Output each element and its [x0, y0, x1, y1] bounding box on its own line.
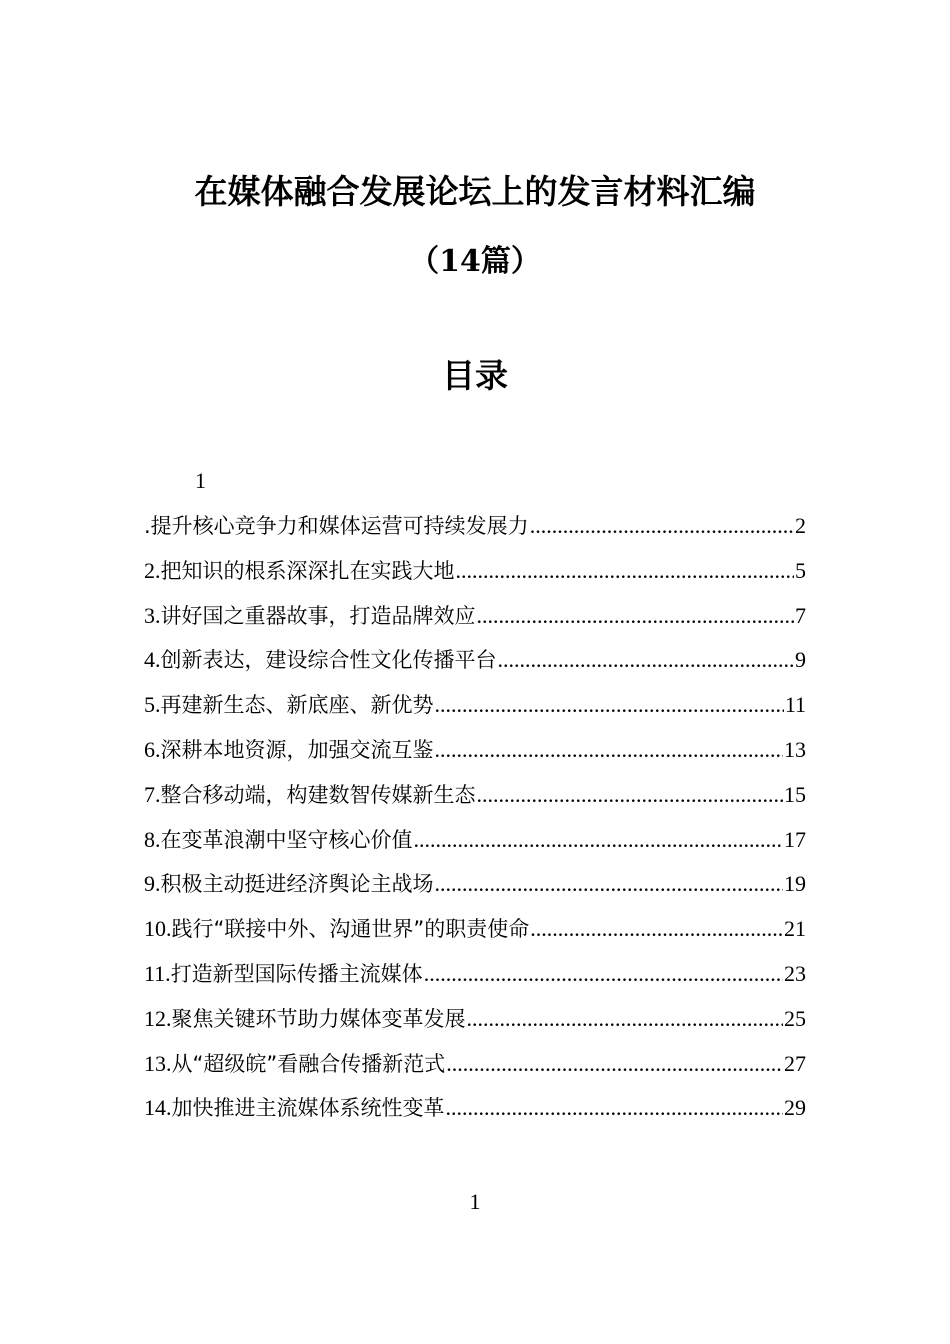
toc-entry[interactable] — [144, 683, 806, 728]
toc-entry-number: 14. — [144, 1095, 172, 1121]
toc-dot-leader — [530, 504, 794, 549]
toc-entry-page: 13 — [784, 736, 806, 762]
toc-entry-page: 21 — [784, 916, 806, 942]
toc-entry-title: 再建新生态、新底座、新优势 — [160, 693, 434, 718]
page-number: 1 — [469, 1189, 481, 1214]
toc-entry[interactable] — [144, 1086, 806, 1131]
document-title: 在媒体融合发展论坛上的发言材料汇编 — [194, 172, 756, 211]
toc-entry[interactable] — [144, 862, 806, 907]
toc-entry-page: 25 — [784, 1005, 806, 1031]
toc-entry-number: 7. — [144, 781, 161, 807]
toc-entry-page: 27 — [784, 1050, 806, 1076]
toc-dot-leader — [477, 773, 784, 818]
toc-entry-title: 在变革浪潮中坚守核心价值 — [160, 827, 413, 852]
toc-entry-number: 4. — [144, 647, 161, 673]
toc-entry-title: 积极主动挺进经济舆论主战场 — [160, 872, 434, 897]
toc-entry[interactable] — [144, 773, 806, 818]
toc-entry[interactable] — [144, 907, 806, 952]
toc-entry[interactable] — [144, 1042, 806, 1087]
toc-entry-title: .提升核心竞争力和媒体运营可持续发展力 — [144, 514, 529, 538]
toc-entry-title: 践行“联接中外、沟通世界”的职责使命 — [171, 917, 530, 942]
toc-entry-page: 15 — [784, 781, 806, 807]
toc-entry-title: 把知识的根系深深扎在实践大地 — [160, 558, 455, 583]
toc-entry-page: 19 — [784, 871, 806, 897]
toc-entry[interactable] — [144, 997, 806, 1042]
toc-entry[interactable] — [144, 504, 806, 549]
toc-entry-title: 深耕本地资源，加强交流互鉴 — [160, 737, 434, 762]
table-of-contents — [144, 504, 806, 1131]
toc-dot-leader — [446, 1086, 784, 1131]
toc-dot-leader — [530, 907, 783, 952]
toc-entry-title: 聚焦关键环节助力媒体变革发展 — [171, 1006, 466, 1031]
toc-entry-title: 从“超级皖”看融合传播新范式 — [171, 1051, 446, 1076]
toc-heading: 目录 — [442, 356, 508, 395]
toc-dot-leader — [467, 997, 784, 1042]
toc-dot-leader — [477, 594, 795, 639]
toc-entry[interactable] — [144, 952, 806, 997]
toc-entry-number: 11. — [144, 960, 171, 986]
toc-entry[interactable] — [144, 818, 806, 863]
toc-dot-leader — [435, 862, 784, 907]
toc-dot-leader — [414, 818, 784, 863]
toc-dot-leader — [435, 728, 784, 773]
toc-entry-number: 13. — [144, 1050, 172, 1076]
toc-dot-leader — [424, 952, 783, 997]
toc-entry-page: 5 — [795, 557, 806, 583]
document-subtitle: （14篇） — [409, 244, 541, 279]
toc-entry[interactable] — [144, 594, 806, 639]
toc-entry[interactable] — [144, 638, 806, 683]
toc-dot-leader — [456, 549, 795, 594]
toc-entry-page: 2 — [795, 513, 806, 538]
toc-dot-leader — [435, 683, 784, 728]
toc-dot-leader — [446, 1042, 783, 1087]
toc-stray-number: 1 — [195, 468, 206, 493]
toc-entry-title: 讲好国之重器故事，打造品牌效应 — [160, 603, 476, 628]
toc-entry-number: 8. — [144, 826, 161, 852]
toc-entry-page: 29 — [784, 1095, 806, 1121]
toc-entry-number: 6. — [144, 736, 161, 762]
toc-entry[interactable] — [144, 728, 806, 773]
toc-entry-page: 11 — [784, 692, 806, 718]
toc-entry-page: 9 — [795, 647, 806, 673]
toc-entry-number: 5. — [144, 692, 161, 718]
toc-entry-title: 整合移动端，构建数智传媒新生态 — [160, 782, 476, 807]
toc-entry-page: 17 — [784, 826, 806, 852]
toc-entry[interactable] — [144, 549, 806, 594]
toc-dot-leader — [498, 638, 795, 683]
toc-entry-number: 3. — [144, 602, 161, 628]
toc-entry-page: 23 — [784, 960, 806, 986]
toc-entry-page: 7 — [795, 602, 806, 628]
toc-entry-title: 创新表达，建设综合性文化传播平台 — [160, 648, 497, 673]
toc-entry-number: 9. — [144, 871, 161, 897]
toc-entry-number: 2. — [144, 557, 161, 583]
toc-entry-number: 10. — [144, 916, 172, 942]
toc-entry-title: 加快推进主流媒体系统性变革 — [171, 1096, 445, 1121]
toc-entry-title: 打造新型国际传播主流媒体 — [170, 961, 423, 986]
toc-entry-number: 12. — [144, 1005, 172, 1031]
